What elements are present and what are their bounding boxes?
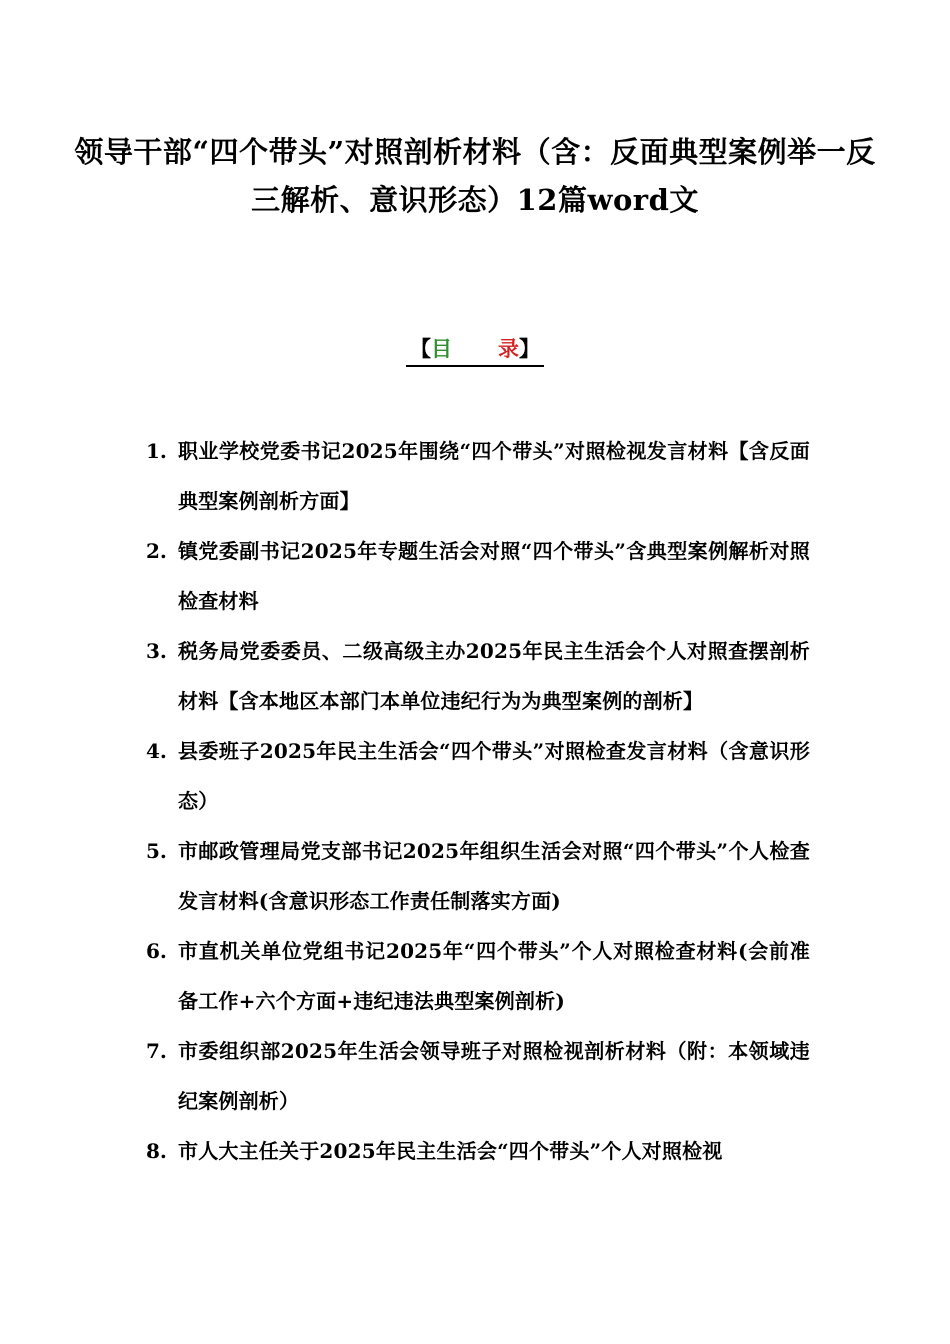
document-title: 领导干部“四个带头”对照剖析材料（含：反面典型案例举一反三解析、意识形态）12篇word文 (74, 135, 876, 217)
toc-item-number: 8. (146, 1139, 167, 1163)
toc-item-2[interactable] (146, 526, 810, 626)
toc-item-6[interactable] (146, 926, 810, 1026)
toc-item-number: 1. (146, 439, 167, 463)
toc-left-bracket: 【 (410, 336, 431, 361)
toc-item-text: 职业学校党委书记2025年围绕“四个带头”对照检视发言材料【含反面典型案例剖析方面】 (178, 439, 810, 513)
toc-item-5[interactable] (146, 826, 810, 926)
toc-item-1[interactable] (146, 426, 810, 526)
toc-heading-char-mu: 目 (431, 336, 452, 361)
toc-heading-underline (406, 334, 544, 367)
toc-item-text: 市邮政管理局党支部书记2025年组织生活会对照“四个带头”个人检查发言材料(含意识形态工作责任制落实方面) (178, 839, 810, 913)
toc-item-text: 县委班子2025年民主生活会“四个带头”对照检查发言材料（含意识形态） (178, 739, 810, 813)
toc-item-number: 6. (146, 939, 167, 963)
toc-item-4[interactable] (146, 726, 810, 826)
toc-heading-char-lu: 录 (498, 336, 519, 361)
toc-item-text: 市直机关单位党组书记2025年“四个带头”个人对照检查材料(会前准备工作+六个方面+违纪违法典型案例剖析) (178, 939, 810, 1013)
toc-item-7[interactable] (146, 1026, 810, 1126)
toc-item-number: 2. (146, 539, 167, 563)
toc-item-number: 4. (146, 739, 167, 763)
toc-item-number: 3. (146, 639, 167, 663)
toc-item-number: 5. (146, 839, 167, 863)
toc-heading (0, 334, 950, 367)
toc-list (146, 426, 810, 1176)
toc-item-text: 市人大主任关于2025年民主生活会“四个带头”个人对照检视 (178, 1139, 723, 1163)
toc-item-text: 镇党委副书记2025年专题生活会对照“四个带头”含典型案例解析对照检查材料 (178, 539, 810, 613)
toc-item-3[interactable] (146, 626, 810, 726)
toc-item-text: 市委组织部2025年生活会领导班子对照检视剖析材料（附：本领域违纪案例剖析） (178, 1039, 810, 1113)
toc-item-text: 税务局党委委员、二级高级主办2025年民主生活会个人对照查摆剖析材料【含本地区本部门本单位违纪行为为典型案例的剖析】 (178, 639, 810, 713)
toc-right-bracket: 】 (519, 336, 540, 361)
toc-item-number: 7. (146, 1039, 167, 1063)
toc-item-8[interactable] (146, 1126, 810, 1176)
